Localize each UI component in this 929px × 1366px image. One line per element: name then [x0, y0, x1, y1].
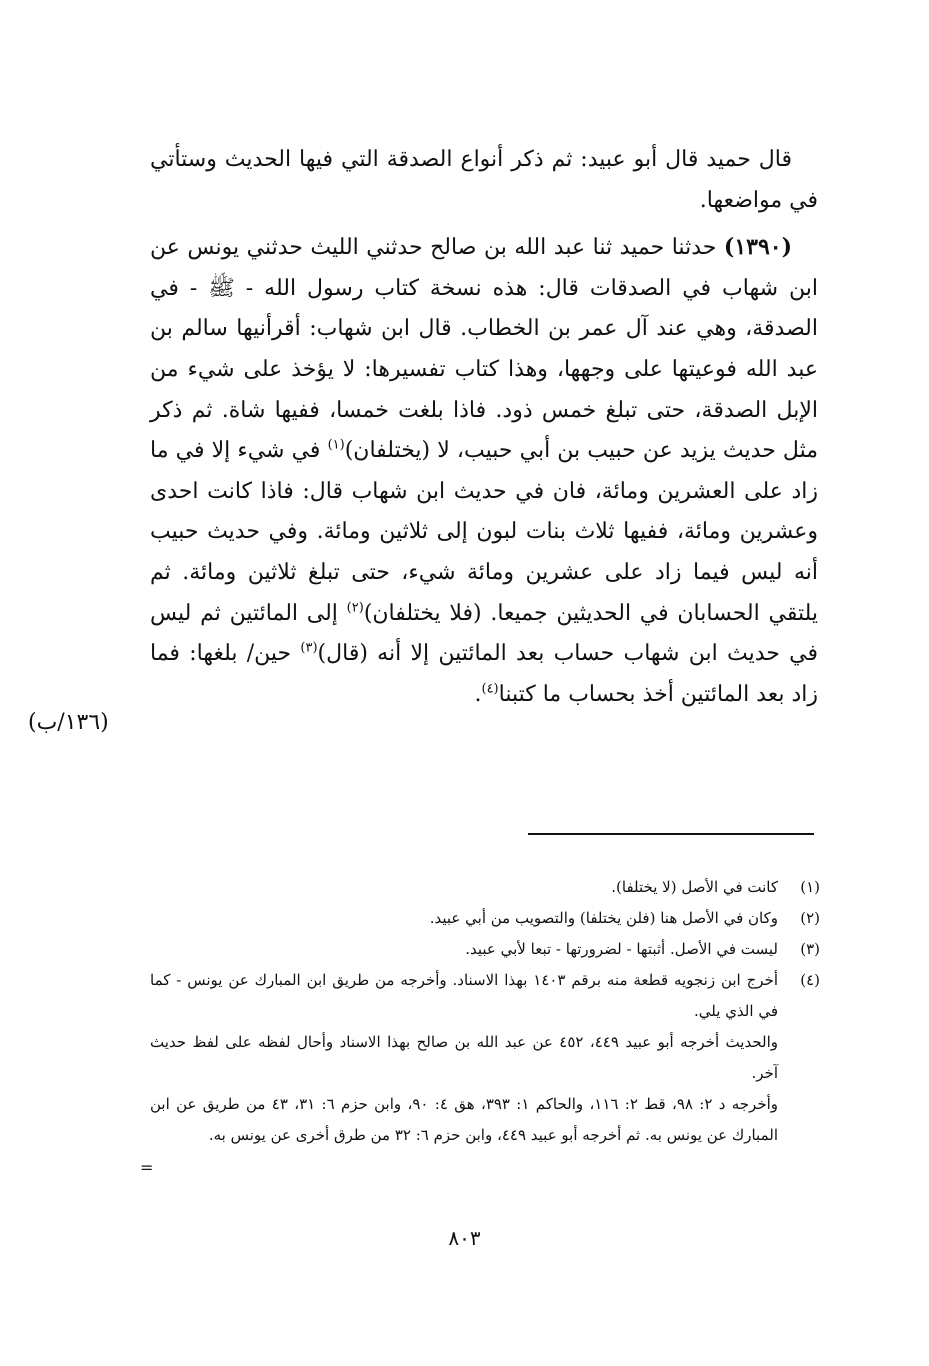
hadith-number: (١٣٩٠): [723, 234, 792, 261]
footnote-ref-3[interactable]: (٣): [300, 640, 318, 656]
footnote-separator: [528, 833, 814, 835]
footnote-1: [150, 872, 820, 903]
hadith-text-part1: حدثنا حميد ثنا عبد الله بن صالح حدثني الليث حدثني يونس عن ابن شهاب في الصدقات قال: هذه نسخة كتاب رسول الله - ﷺ - في الصدقة، وهي عند آل عمر بن الخطاب. قال ابن شهاب: أقرأنيها سالم بن عبد الله فوعيتها على وجهها، وهذا كتاب تفسيرها: لا يؤخذ على شيء من الإبل الصدقة، حتى تبلغ خمس ذود. فاذا بلغت خمسا، ففيها شاة. ثم ذكر مثل حديث يزيد عن حبيب بن أبي حبيب، لا (يختلفان): [150, 235, 819, 464]
hadith-text-part3: إلى المائتين ثم ليس في حديث ابن شهاب حساب بعد المائتين إلا أنه (قال): [150, 600, 818, 667]
hadith-text-part4: حين/ بلغها: فما زاد بعد المائتين أخذ بحساب ما كتبنا: [150, 641, 818, 707]
intro-paragraph: قال حميد قال أبو عبيد: ثم ذكر أنواع الصدقة التي فيها الحديث وستأتي في مواضعها.: [150, 147, 818, 213]
footnote-text: وكان في الأصل هنا (فلن يختلفا) والتصويب من أبي عبيد.: [429, 909, 778, 927]
footnote-ref-2[interactable]: (٢): [346, 600, 364, 616]
footnote-4-line: أخرج ابن زنجويه قطعة منه برقم ١٤٠٣ بهذا الاسناد. وأخرجه من طريق ابن المبارك عن يونس - كما في الذي يلي.: [150, 971, 779, 1020]
footnote-3: [150, 934, 820, 965]
footnote-number: (٢): [800, 909, 820, 927]
footnotes: [150, 872, 820, 1151]
footnote-text: ليست في الأصل. أثبتها - لضرورتها - تبعا لأبي عبيد.: [465, 940, 778, 958]
footnote-4-cont-1: والحديث أخرجه أبو عبيد ٤٤٩، ٤٥٢ عن عبد الله بن صالح بهذا الاسناد وأحال لفظه على لفظ حديث آخر.: [150, 1033, 778, 1082]
footnote-2: [150, 903, 820, 934]
footnote-text: كانت في الأصل (لا يختلفا).: [611, 878, 778, 896]
footnote-number: (٣): [800, 940, 820, 958]
footnote-4-cont-2: وأخرجه د ٢: ٩٨، قط ٢: ١١٦، والحاكم ١: ٣٩٣، هق ٤: ٩٠، وابن حزم ٦: ٣١، ٤٣ من طريق عن ابن المبارك عن يونس به. ثم أخرجه أبو عبيد ٤٤٩، وابن حزم ٦: ٣٢ من طرق أخرى عن يونس به.: [150, 1095, 779, 1144]
continuation-mark: =: [140, 1158, 154, 1177]
footnote-number: (١): [800, 878, 820, 896]
main-text: [150, 140, 818, 715]
footnote-4: [150, 965, 820, 1151]
footnote-number: (٤): [800, 971, 820, 989]
footnote-ref-1[interactable]: (١): [327, 437, 345, 453]
hadith-paragraph: [150, 227, 818, 715]
manuscript-folio-ref: (١٣٦/ب): [28, 710, 109, 735]
hadith-text-part2: في شيء إلا في ما زاد على العشرين ومائة، فان في حديث ابن شهاب قال: فاذا كانت احدى وعشرين ومائة، ففيها ثلاث بنات لبون إلى ثلاثين ومائة. وفي حديث حبيب أنه ليس فيما زاد على عشرين ومائة شيء، حتى تبلغ ثلاثين ومائة. ثم يلتقي الحسابان في الحديثين جميعا. (فلا يختلفان): [150, 438, 818, 626]
hadith-end: .: [474, 681, 482, 707]
page-number: ٨٠٣: [448, 1226, 481, 1250]
footnote-ref-4[interactable]: (٤): [481, 681, 499, 697]
footnote-text: [150, 965, 778, 1151]
